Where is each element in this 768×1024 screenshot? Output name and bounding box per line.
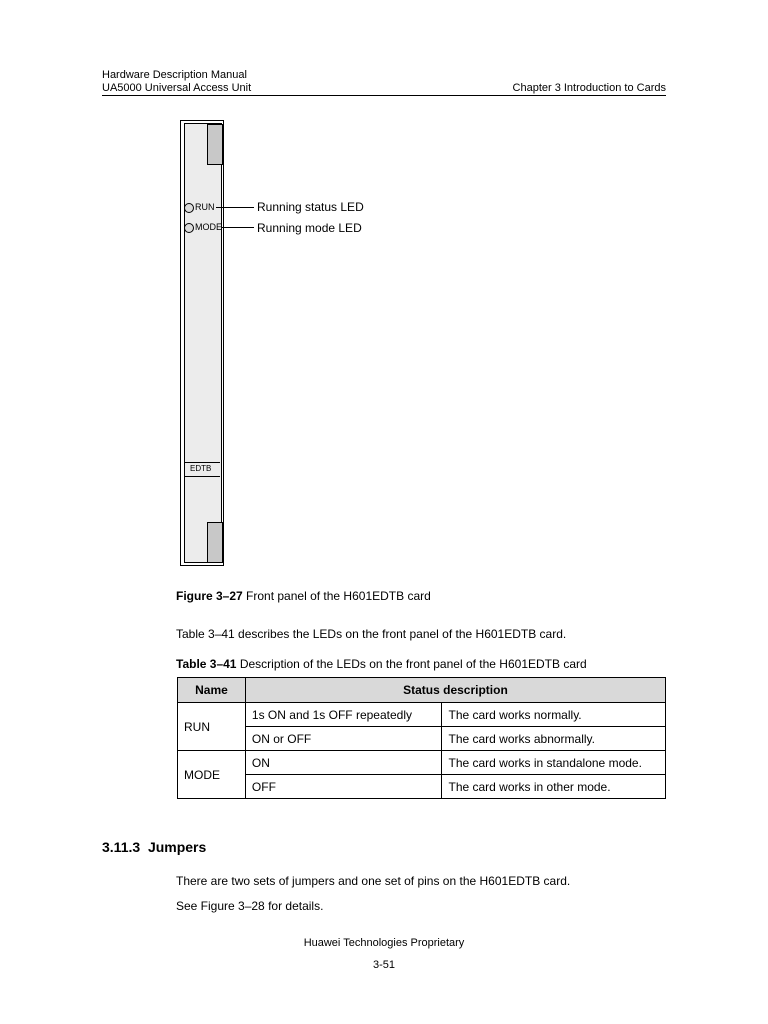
- mode-callout-line: [222, 227, 254, 228]
- section-title: Jumpers: [147, 839, 207, 855]
- bottom-ejector-latch: [207, 522, 223, 563]
- run-callout-line: [216, 207, 254, 208]
- status-cell: ON: [245, 751, 442, 775]
- description-cell: The card works abnormally.: [442, 727, 666, 751]
- header-manual-title: Hardware Description Manual: [102, 69, 247, 81]
- card-name-rule-bottom: [184, 476, 220, 477]
- mode-callout-text: Running mode LED: [257, 221, 362, 235]
- card-name-rule-top: [184, 462, 220, 463]
- figure-caption: [176, 589, 431, 603]
- run-led-icon: [184, 203, 194, 213]
- section-heading: [102, 839, 206, 855]
- top-ejector-latch: [207, 124, 223, 165]
- card-name-label: EDTB: [190, 464, 212, 473]
- table-row: [178, 775, 666, 799]
- col-header-name: Name: [178, 678, 246, 703]
- section-number: 3.11.3: [102, 839, 141, 855]
- description-cell: The card works in other mode.: [442, 775, 666, 799]
- table-caption-number: Table 3–41: [176, 657, 237, 671]
- status-cell: 1s ON and 1s OFF repeatedly: [245, 703, 442, 727]
- run-led-label: RUN: [195, 202, 215, 212]
- status-cell: OFF: [245, 775, 442, 799]
- table-row: [178, 727, 666, 751]
- table-caption: [176, 657, 587, 671]
- figure-caption-number: Figure 3–27: [176, 589, 243, 603]
- table-row: [178, 751, 666, 775]
- header-rule: [102, 95, 666, 96]
- led-name-cell: RUN: [178, 703, 246, 751]
- header-product-name: UA5000 Universal Access Unit: [102, 82, 252, 94]
- led-name-cell: MODE: [178, 751, 246, 799]
- table-caption-text: Description of the LEDs on the front panel of the H601EDTB card: [236, 657, 587, 671]
- header-chapter: Chapter 3 Introduction to Cards: [512, 82, 666, 94]
- description-cell: The card works normally.: [442, 703, 666, 727]
- card-panel-face: [184, 123, 222, 563]
- led-description-table: [177, 677, 666, 799]
- page-number: 3-51: [372, 959, 396, 971]
- table-row: [178, 703, 666, 727]
- col-header-status: Status description: [245, 678, 665, 703]
- footer-proprietary: Huawei Technologies Proprietary: [303, 937, 465, 949]
- status-cell: ON or OFF: [245, 727, 442, 751]
- intro-paragraph: Table 3–41 describes the LEDs on the front panel of the H601EDTB card.: [176, 627, 567, 641]
- table-header-row: [178, 678, 666, 703]
- section-paragraph-2: See Figure 3–28 for details.: [176, 899, 324, 913]
- section-paragraph-1: There are two sets of jumpers and one set of pins on the H601EDTB card.: [176, 874, 571, 888]
- mode-led-icon: [184, 223, 194, 233]
- mode-led-label: MODE: [195, 222, 222, 232]
- run-callout-text: Running status LED: [257, 200, 364, 214]
- description-cell: The card works in standalone mode.: [442, 751, 666, 775]
- figure-caption-text: Front panel of the H601EDTB card: [242, 589, 431, 603]
